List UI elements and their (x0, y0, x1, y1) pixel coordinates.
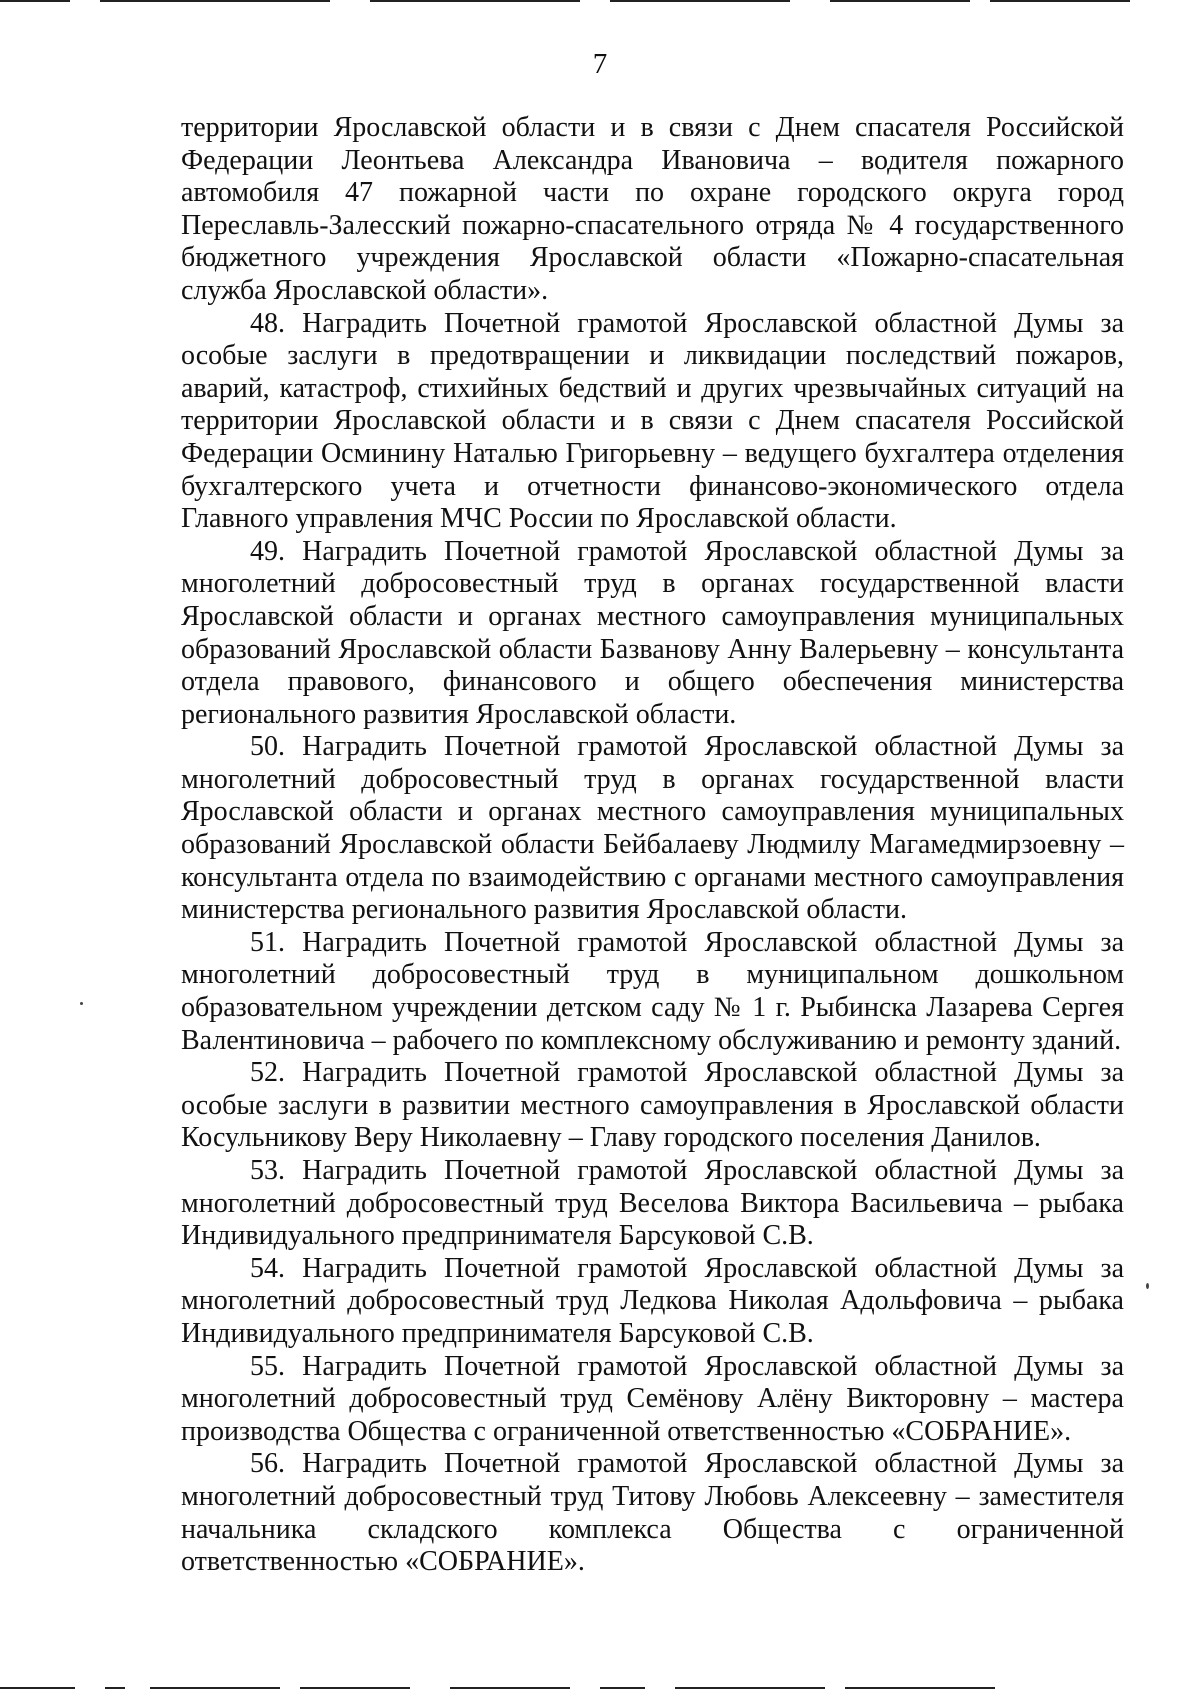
scan-speck (1146, 1283, 1149, 1289)
paragraph-continuation: территории Ярославской области и в связи с Днем спасателя Российской Федерации Леонтьева Александра Ивановича – водителя пожарного автомобиля 47 пожарной части по охране городского округа город Переславль-Залесский пожарно-спасательного отряда № 4 государственного бюджетного учреждения Ярославской области «Пожарно-спасательная служба Ярославской области». (181, 112, 1124, 306)
page-number: 7 (592, 48, 608, 80)
paragraph-item-52: 52. Наградить Почетной грамотой Ярославской областной Думы за особые заслуги в развитии местного самоуправления в Ярославской области Косульникову Веру Николаевну – Главу городского поселения Данилов. (181, 1057, 1124, 1154)
paragraph-item-51: 51. Наградить Почетной грамотой Ярославской областной Думы за многолетний добросовестный труд в муниципальном дошкольном образовательном учреждении детском саду № 1 г. Рыбинска Лазарева Сергея Валентиновича – рабочего по комплексному обслуживанию и ремонту зданий. (181, 926, 1124, 1056)
paragraph-item-56: 56. Наградить Почетной грамотой Ярославской областной Думы за многолетний добросовестный труд Титову Любовь Алексеевну – заместителя начальника складского комплекса Общества с ограниченной ответственностью «СОБРАНИЕ». (181, 1448, 1124, 1578)
paragraph-item-53: 53. Наградить Почетной грамотой Ярославской областной Думы за многолетний добросовестный труд Веселова Виктора Васильевича – рыбака Индивидуального предпринимателя Барсуковой С.В. (181, 1155, 1124, 1252)
paragraph-item-49: 49. Наградить Почетной грамотой Ярославской областной Думы за многолетний добросовестный труд в органах государственной власти Ярославской области и органах местного самоуправления муниципальных образований Ярославской области Базванову Анну Валерьевну – консультанта отдела правового, финансового и общего обеспечения министерства регионального развития Ярославской области. (181, 535, 1124, 730)
scan-speck (80, 1002, 83, 1005)
scan-edge-top (0, 0, 1200, 3)
paragraph-item-50: 50. Наградить Почетной грамотой Ярославской областной Думы за многолетний добросовестный труд в органах государственной власти Ярославской области и органах местного самоуправления муниципальных образований Ярославской области Бейбалаеву Людмилу Магамедмирзоевну – консультанта отдела по взаимодействию с органами местного самоуправления министерства регионального развития Ярославской области. (181, 731, 1124, 926)
document-body (181, 112, 1124, 1579)
paragraph-item-48: 48. Наградить Почетной грамотой Ярославской областной Думы за особые заслуги в предотвращении и ликвидации последствий пожаров, аварий, катастроф, стихийных бедствий и других чрезвычайных ситуаций на территории Ярославской области и в связи с Днем спасателя Российской Федерации Осминину Наталью Григорьевну – ведущего бухгалтера отделения бухгалтерского учета и отчетности финансово-экономического отдела Главного управления МЧС России по Ярославской области. (181, 307, 1124, 535)
scan-edge-bottom (0, 1687, 1200, 1690)
paragraph-item-54: 54. Наградить Почетной грамотой Ярославской областной Думы за многолетний добросовестный труд Ледкова Николая Адольфовича – рыбака Индивидуального предпринимателя Барсуковой С.В. (181, 1252, 1124, 1349)
paragraph-item-55: 55. Наградить Почетной грамотой Ярославской областной Думы за многолетний добросовестный труд Семёнову Алёну Викторовну – мастера производства Общества с ограниченной ответственностью «СОБРАНИЕ». (181, 1350, 1124, 1447)
